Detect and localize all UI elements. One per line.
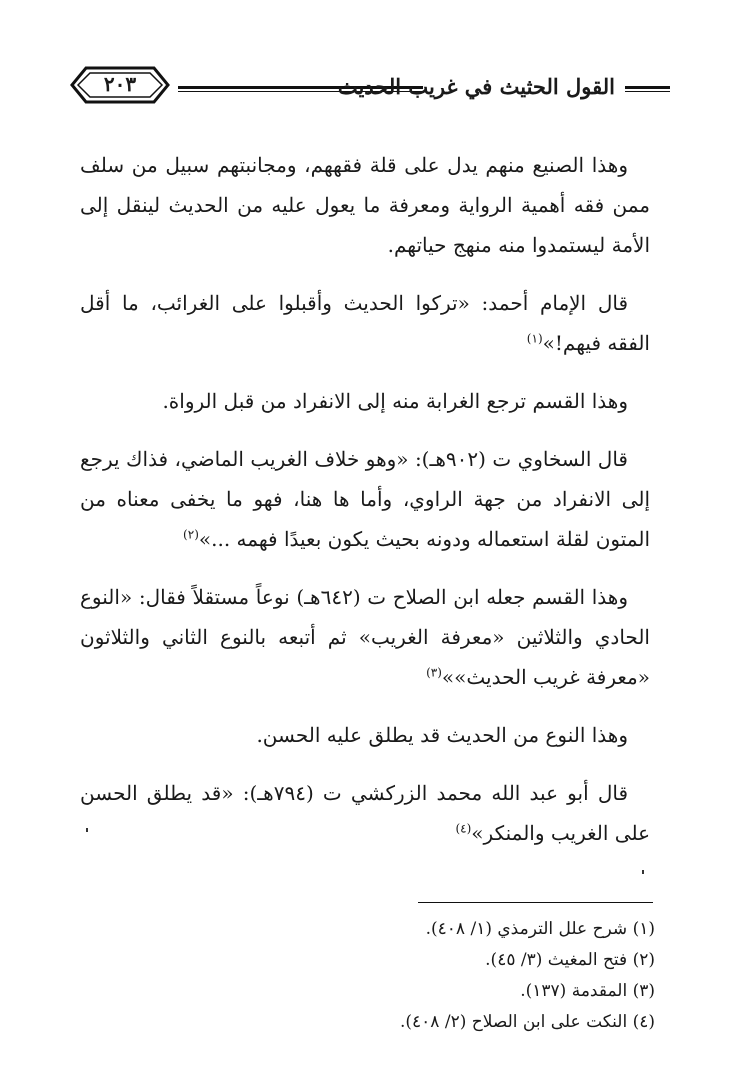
paragraph xyxy=(80,283,650,363)
paragraph xyxy=(80,715,650,755)
paragraph xyxy=(80,773,650,853)
footnote-ref[interactable]: (٤) xyxy=(455,821,472,836)
scan-speck xyxy=(642,870,644,874)
footnote-item: (١) شرح علل الترمذي (١/ ٤٠٨). xyxy=(425,919,655,939)
footnotes xyxy=(300,914,655,1038)
footnote-item: (٣) المقدمة (١٣٧). xyxy=(520,981,655,1001)
footnote-ref[interactable]: (٣) xyxy=(426,665,442,680)
footnote-separator xyxy=(418,902,653,903)
paragraph-text: قال الإمام أحمد: «تركوا الحديث وأقبلوا على الغرائب، ما أقل الفقه فيهم!» xyxy=(80,291,650,355)
paragraph-text: قال أبو عبد الله محمد الزركشي ت (٧٩٤هـ): «قد يطلق الحسن على الغريب والمنكر» xyxy=(80,781,650,845)
main-text xyxy=(80,145,650,871)
footnote-item: (٢) فتح المغيث (٣/ ٤٥). xyxy=(485,950,655,970)
footnote-ref[interactable]: (٢) xyxy=(183,527,199,542)
paragraph-text: وهذا القسم جعله ابن الصلاح ت (٦٤٢هـ) نوعاً مستقلاً فقال: «النوع الحادي والثلاثين «معرفة الغريب» ثم أتبعه بالنوع الثاني والثلاثون «معرفة غريب الحديث»» xyxy=(80,585,650,689)
paragraph-text: قال السخاوي ت (٩٠٢هـ): «وهو خلاف الغريب الماضي، فذاك يرجع إلى الانفراد من جهة الراوي، وأما ها هنا، فهو ما يخفى معناه من المتون لقلة استعماله ودونه بحيث يكون بعيدًا فهمه ...» xyxy=(80,447,650,551)
running-title: القول الحثيث في غريب الحديث xyxy=(337,74,615,99)
paragraph-text: وهذا الصنيع منهم يدل على قلة فقههم، ومجانبتهم سبيل من سلف ممن فقه أهمية الرواية ومعرفة ما يعول عليه من الحديث لينقل إلى الأمة ليستمدوا منه منهج حياتهم. xyxy=(80,153,650,257)
page-number-frame xyxy=(70,62,170,108)
paragraph xyxy=(80,439,650,559)
paragraph xyxy=(80,145,650,265)
footnote-item: (٤) النكت على ابن الصلاح (٢/ ٤٠٨). xyxy=(399,1012,655,1032)
footnote-ref[interactable]: (١) xyxy=(526,331,543,346)
paragraph-text: وهذا النوع من الحديث قد يطلق عليه الحسن. xyxy=(256,723,628,747)
paragraph-text: وهذا القسم ترجع الغرابة منه إلى الانفراد من قبل الرواة. xyxy=(162,389,628,413)
page-header xyxy=(70,62,670,110)
page-number: ٢٠٣ xyxy=(103,72,137,96)
header-rule-right xyxy=(625,86,670,92)
paragraph xyxy=(80,381,650,421)
scan-speck xyxy=(86,828,88,832)
paragraph xyxy=(80,577,650,697)
